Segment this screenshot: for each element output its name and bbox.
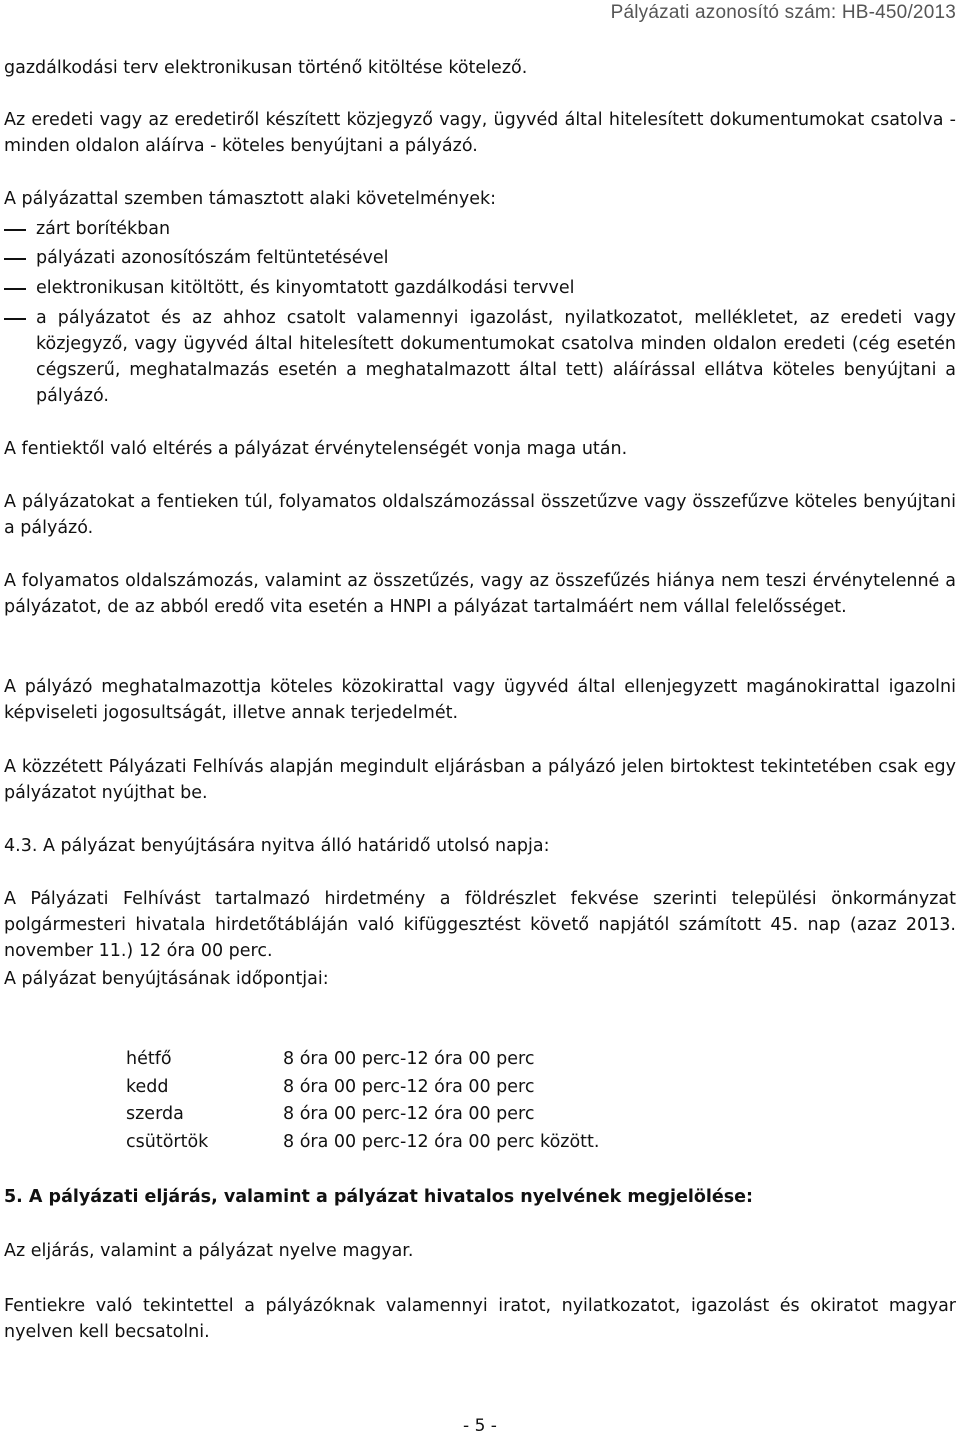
list-item: [4, 305, 956, 409]
document-id-header: Pályázati azonosító szám: HB-450/2013: [610, 2, 956, 23]
paragraph-deadline: A Pályázati Felhívást tartalmazó hirdetmény a földrészlet fekvése szerinti települési önkormányzat polgármesteri hivatala hirdetőtábláján való kifüggesztést követő napjától számított 45. nap (azaz 2013. november 11.) 12 óra 00 perc.: [4, 889, 956, 961]
schedule-row: [126, 1101, 599, 1129]
schedule-day: csütörtök: [126, 1131, 209, 1152]
paragraph-proxy: A pályázó meghatalmazottja köteles közokirattal vagy ügyvéd által ellenjegyzett magánokirattal igazolni képviseleti jogosultságát, illetve annak terjedelmét.: [4, 677, 956, 723]
list-item: [4, 275, 956, 301]
schedule-row: [126, 1129, 599, 1157]
schedule-day: szerda: [126, 1104, 184, 1124]
schedule-day: hétfő: [126, 1049, 172, 1069]
section-5-heading: 5. A pályázati eljárás, valamint a pályázat hivatalos nyelvének megjelölése:: [4, 1187, 754, 1207]
paragraph-invalidity: A fentiektől való eltérés a pályázat érvénytelenségét vonja maga után.: [4, 439, 628, 459]
dash-bullet-icon: [4, 229, 26, 231]
list-item-text: elektronikusan kitöltött, és kinyomtatott gazdálkodási tervvel: [36, 278, 575, 298]
paragraph-single-bid: A közzétett Pályázati Felhívás alapján megindult eljárásban a pályázó jelen birtoktest tekintetében csak egy pályázatot nyújthat be.: [4, 757, 956, 803]
submission-times-intro: A pályázat benyújtásának időpontjai:: [4, 969, 329, 989]
paragraph-language: Az eljárás, valamint a pályázat nyelve magyar.: [4, 1241, 414, 1261]
page-number: - 5 -: [463, 1416, 497, 1436]
schedule-row: [126, 1046, 599, 1074]
paragraph-original-documents: Az eredeti vagy az eredetiről készített közjegyző vagy, ügyvéd által hitelesített dokumentumokat csatolva - minden oldalon aláírva - köteles benyújtani a pályázó.: [4, 110, 956, 156]
schedule-row: [126, 1074, 599, 1102]
list-item-text: pályázati azonosítószám feltüntetésével: [36, 248, 389, 268]
paragraph-plan-required: gazdálkodási terv elektronikusan történő kitöltése kötelező.: [4, 58, 528, 78]
submission-schedule: [126, 1046, 599, 1156]
schedule-time: 8 óra 00 perc-12 óra 00 perc: [283, 1049, 535, 1069]
dash-bullet-icon: [4, 318, 26, 320]
schedule-time: 8 óra 00 perc-12 óra 00 perc: [283, 1076, 535, 1097]
paragraph-binding: A pályázatokat a fentieken túl, folyamatos oldalszámozással összetűzve vagy összefűzve köteles benyújtani a pályázó.: [4, 492, 956, 538]
dash-bullet-icon: [4, 288, 26, 290]
schedule-time: 8 óra 00 perc-12 óra 00 perc között.: [283, 1131, 600, 1152]
dash-bullet-icon: [4, 258, 26, 260]
list-item: [4, 216, 956, 242]
list-item: [4, 245, 956, 271]
paragraph-numbering: A folyamatos oldalszámozás, valamint az összetűzés, vagy az összefűzés hiánya nem teszi érvénytelenné a pályázatot, de az abból eredő vita esetén a HNPI a pályázat tartalmáért nem vállal felelősséget.: [4, 571, 956, 617]
list-item-text: a pályázatot és az ahhoz csatolt valamennyi igazolást, nyilatkozatot, mellékletet, az eredeti vagy közjegyző, vagy ügyvéd által hitelesített dokumentumokat csatolva minden oldalon eredeti (cég esetén cégszerű, meghatalmazás esetén a meghatalmazott által tett) aláírással ellátva köteles benyújtani a pályázó.: [36, 308, 956, 406]
schedule-time: 8 óra 00 perc-12 óra 00 perc: [283, 1104, 535, 1124]
paragraph-hungarian-docs: Fentiekre való tekintettel a pályázóknak valamennyi iratot, nyilatkozatot, igazolást és okiratot magyar nyelven kell becsatolni.: [4, 1296, 956, 1342]
requirements-intro: A pályázattal szemben támasztott alaki követelmények:: [4, 189, 497, 209]
list-item-text: zárt borítékban: [36, 219, 171, 239]
schedule-day: kedd: [126, 1076, 169, 1097]
section-4-3-heading: 4.3. A pályázat benyújtására nyitva álló határidő utolsó napja:: [4, 836, 550, 856]
